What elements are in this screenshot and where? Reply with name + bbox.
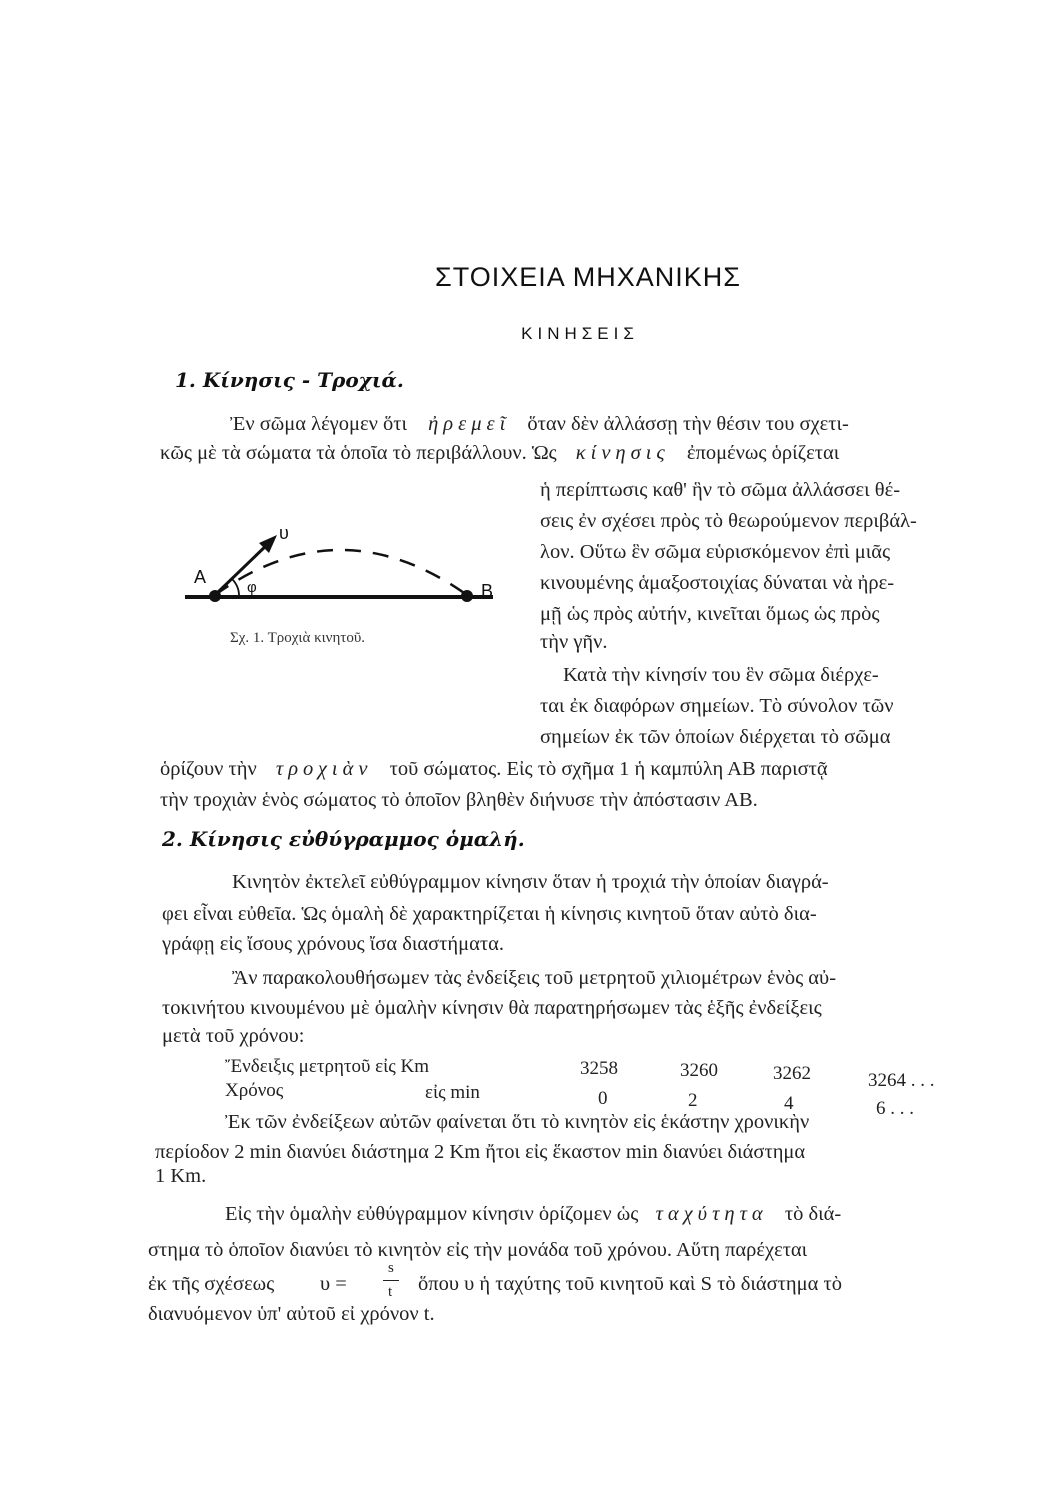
s1-line-3: ἡ περίπτωσις καθ' ἣν τὸ σῶμα ἀλλάσσει θέ- [540,479,901,501]
s1-line-4: σεις ἐν σχέσει πρὸς τὸ θεωρούμενον περιβάλ- [540,510,917,532]
s2-line-10 [225,1202,841,1226]
s1-line-1-text: Ἐν σῶμα λέγομεν ὅτι [230,413,407,435]
table-row1-value: 3262 [773,1063,811,1084]
angle-arc [232,579,239,597]
s2-line-1: Κινητὸν ἐκτελεῖ εὐθύγραμμον κίνησιν ὅταν ἡ τροχιά τὴν ὁποίαν διαγρά- [232,871,829,893]
s1-line-7: μῇ ὡς πρὸς αὐτήν, κινεῖται ὅμως ὡς πρὸς [540,603,880,625]
s1-line-9: Κατὰ τὴν κίνησίν του ἓν σῶμα διέρχε- [563,664,879,686]
s2-line-3: γράφῃ εἰς ἴσους χρόνους ἴσα διαστήματα. [162,933,504,955]
velocity-line3-a: ἐκ τῆς σχέσεως [148,1273,275,1295]
fraction-bar [383,1280,399,1281]
figure-caption: Σχ. 1. Τροχιὰ κινητοῦ. [230,630,365,646]
s1-line-13: τὴν τροχιὰν ἑνὸς σώματος τὸ ὁποῖον βληθὲν διήνυσε τὴν ἀπόστασιν ΑΒ. [160,789,758,811]
s1-line-2 [160,441,839,465]
velocity-line1-b: τὸ διά- [784,1203,842,1225]
s1-line-8: τὴν γῆν. [540,631,608,653]
table-row1-value: 3264 . . . [868,1070,935,1091]
table-row1-label: Ἔνδειξις μετρητοῦ εἰς Km [225,1056,430,1077]
table-row2-unit: εἰς min [425,1082,480,1103]
s1-line-6: κινουμένης ἁμαξοστοιχίας δύναται νὰ ἠρε- [540,572,895,594]
point-b-dot [461,590,473,602]
table-row1-value: 3258 [580,1058,618,1079]
velocity-equation-denominator: t [388,1284,393,1300]
section2-heading: 2. Κίνησις εὐθύγραμμος ὁμαλή. [162,827,525,851]
s1-line-5: λον. Οὕτω ἓν σῶμα εὑρισκόμενον ἐπὶ μιᾶς [540,541,891,563]
s2-line-11: στημα τὸ ὁποῖον διανύει τὸ κινητὸν εἰς τὴν μονάδα τοῦ χρόνου. Αὕτη παρέχεται [148,1239,808,1261]
emph-trajectory: τροχιὰν [275,758,373,780]
s2-line-4: Ἂν παρακολουθήσωμεν τὰς ἐνδείξεις τοῦ μετρητοῦ χιλιομέτρων ἑνὸς αὐ- [232,967,837,989]
s2-line-9: 1 Km. [155,1165,207,1187]
s2-line-5: τοκινήτου κινουμένου μὲ ὁμαλὴν κίνησιν θὰ παρατηρήσωμεν τὰς ἑξῆς ἐνδείξεις [162,997,822,1019]
emph-rest: ἠρεμεῖ [428,413,511,435]
label-a: Α [194,567,207,587]
table-row2-value: 4 [784,1093,794,1114]
section1-heading: 1. Κίνησις - Τροχιά. [175,368,404,392]
trajectory-svg [185,515,505,625]
point-a-dot [209,590,221,602]
emph-motion: κίνησις [575,442,670,464]
emph-velocity: ταχύτητα [655,1203,768,1225]
label-v: υ [279,523,289,543]
s2-line-13: διανυόμενον ὑπ' αὐτοῦ εἰ χρόνον t. [148,1303,435,1325]
label-b: Β [481,581,494,601]
velocity-vector [215,541,271,595]
velocity-line1-a: Εἰς τὴν ὁμαλὴν εὐθύγραμμον κίνησιν ὁρίζομεν ὡς [225,1203,639,1225]
label-phi: φ [247,579,257,596]
velocity-line3-b: ὅπου υ ἡ ταχύτης τοῦ κινητοῦ καὶ S τὸ διάστημα τὸ [418,1273,842,1295]
s1-line-2-text: κῶς μὲ τὰ σώματα τὰ ὁποῖα τὸ περιβάλλουν. Ὡς [160,442,557,464]
velocity-equation-numerator: s [388,1260,394,1276]
s2-line-8: περίοδον 2 min διανύει διάστημα 2 Km ἤτοι εἰς ἕκαστον min διανύει διάστημα [155,1141,806,1163]
s2-line-12 [148,1272,274,1296]
table-row2-value: 6 . . . [876,1098,914,1119]
s2-line-2: φει εἶναι εὐθεῖα. Ὡς ὁμαλὴ δὲ χαρακτηρίζεται ἡ κίνησις κινητοῦ ὅταν αὐτὸ δια- [162,903,817,925]
trajectory-figure [185,515,505,625]
table-row2-value: 0 [598,1088,608,1109]
chapter-subtitle: ΚΙΝΗΣΕΙΣ [521,324,639,343]
velocity-equation-lhs: υ = [320,1273,347,1295]
s1-line-12 [160,757,828,781]
s2-line-6: μετὰ τοῦ χρόνου: [162,1025,305,1047]
s1-line-12b-text: τοῦ σώματος. Εἰς τὸ σχῆμα 1 ἡ καμπύλη ΑΒ παριστᾷ [389,758,828,780]
s1-line-1b-text: ὅταν δὲν ἀλλάσσῃ τὴν θέσιν του σχετι- [527,413,849,435]
s2-line-7: Ἐκ τῶν ἐνδείξεων αὐτῶν φαίνεται ὅτι τὸ κινητὸν εἰς ἑκάστην χρονικὴν [225,1111,810,1133]
s1-line-11: σημείων ἐκ τῶν ὁποίων διέρχεται τὸ σῶμα [540,726,891,748]
s1-line-2b-text: ἐπομένως ὁρίζεται [686,442,840,464]
s1-line-12-text: ὁρίζουν τὴν [160,758,257,780]
table-row1-value: 3260 [680,1060,718,1081]
table-row2-value: 2 [688,1090,698,1111]
s1-line-10: ται ἐκ διαφόρων σημείων. Τὸ σύνολον τῶν [540,695,894,717]
table-row2-label: Χρόνος [225,1080,284,1101]
s1-line-1 [230,412,849,436]
page-title: ΣΤΟΙΧΕΙΑ ΜΗΧΑΝΙΚΗΣ [435,262,741,292]
